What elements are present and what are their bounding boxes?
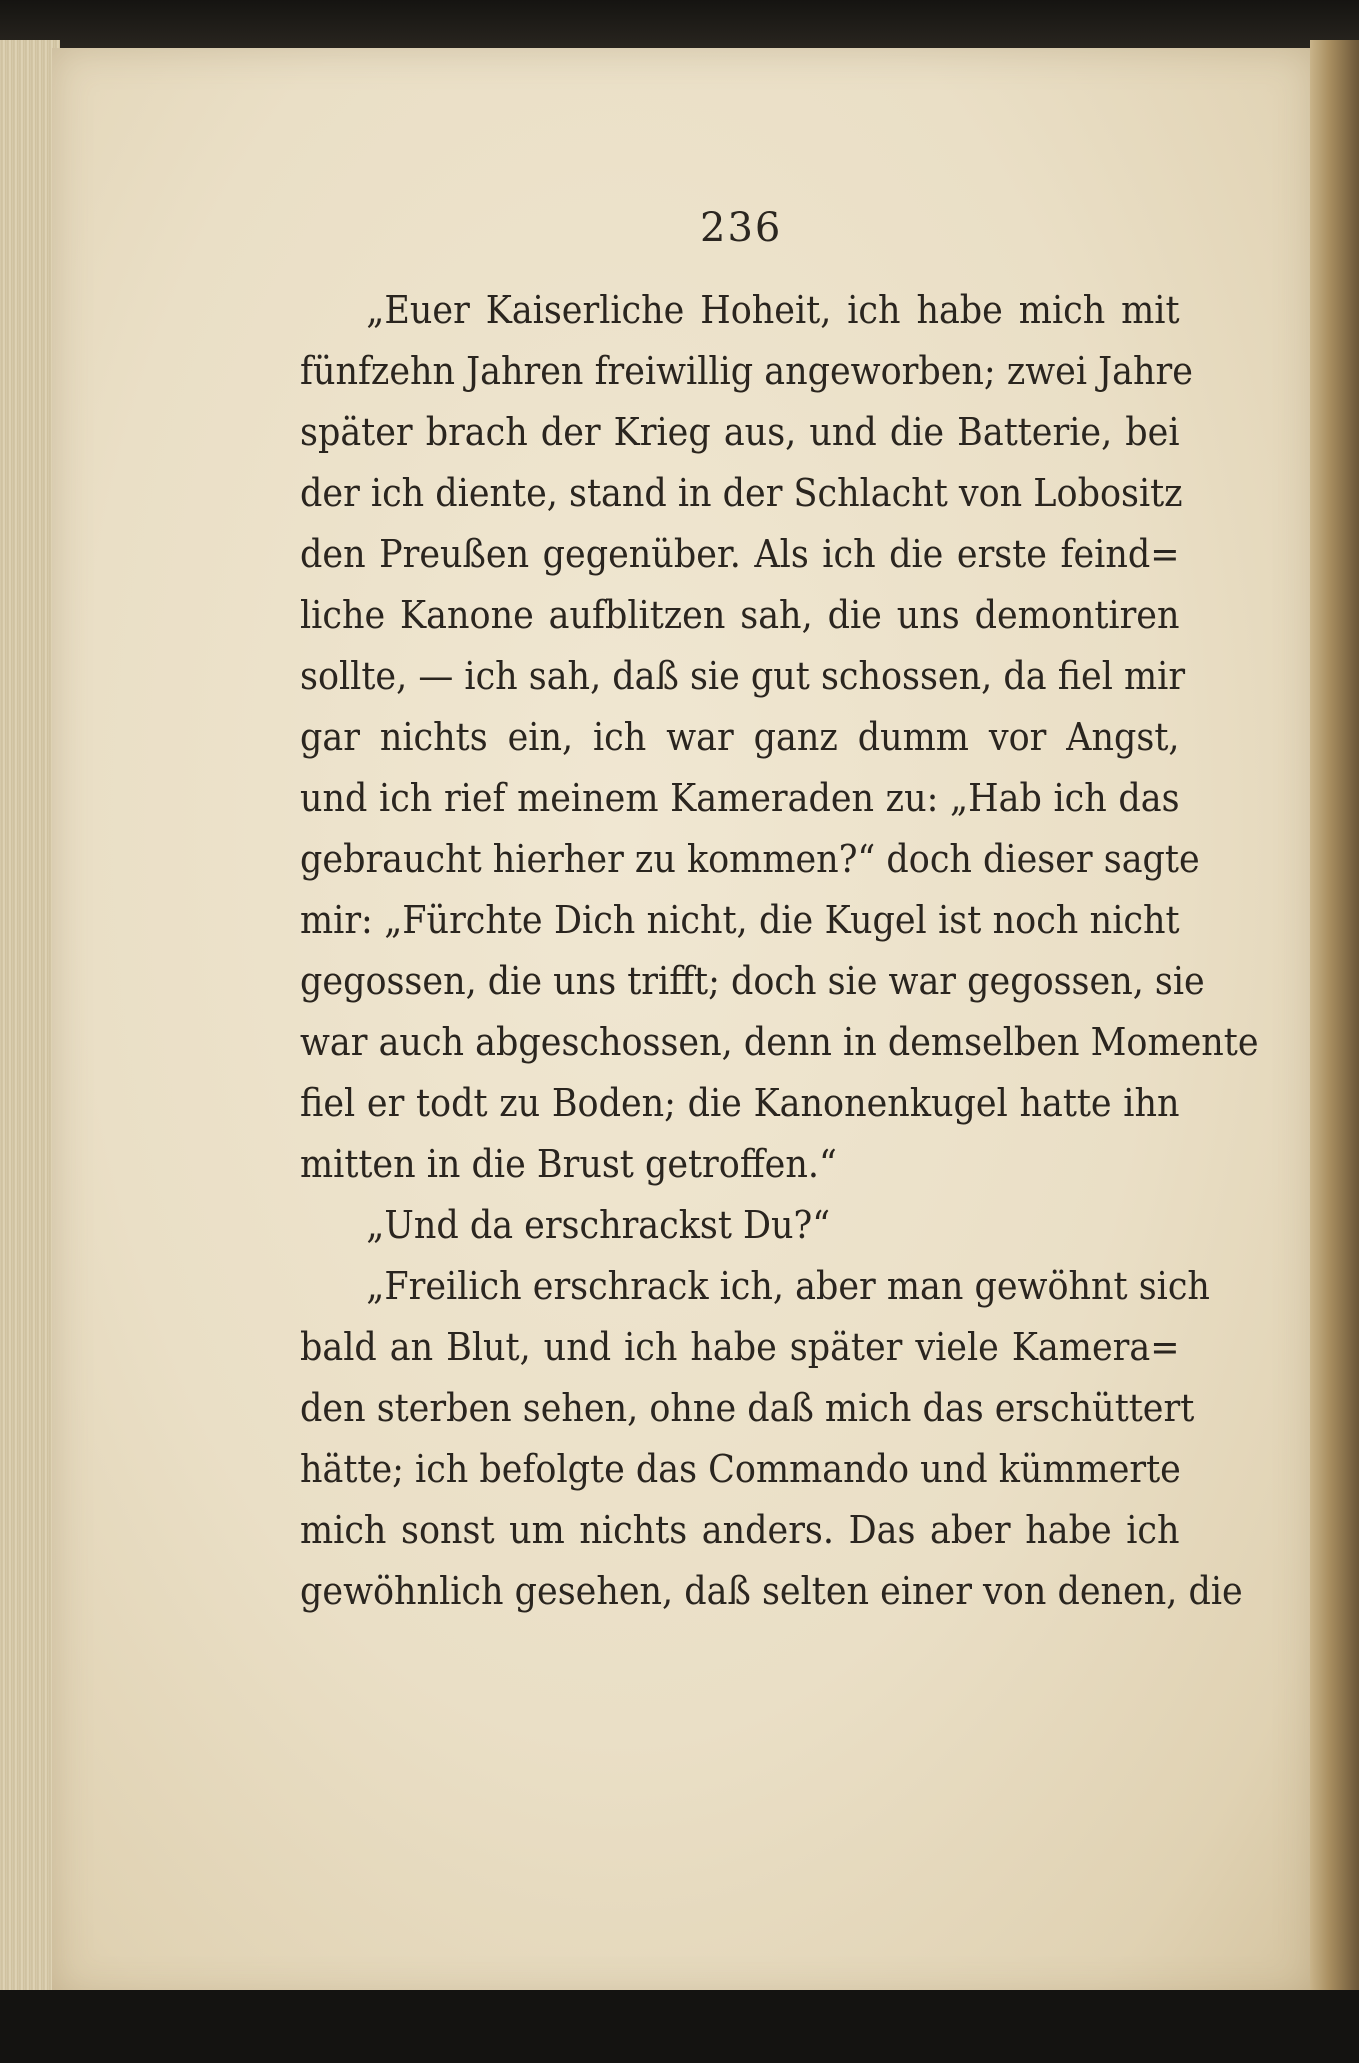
text-line: und ich rief meinem Kameraden zu: „Hab ich das [300, 776, 1180, 820]
text-line: den sterben sehen, ohne daß mich das erschüttert [300, 1386, 1195, 1430]
text-line: mich sonst um nichts anders. Das aber habe ich [300, 1508, 1180, 1552]
text-line: gewöhnlich gesehen, daß selten einer von denen, die [300, 1569, 1243, 1613]
book-cover-edge [1310, 40, 1359, 2000]
text-line: liche Kanone aufblitzen sah, die uns demontiren [300, 593, 1180, 637]
text-line: mir: „Fürchte Dich nicht, die Kugel ist noch nicht [300, 898, 1180, 942]
page-stack-edge [0, 40, 60, 1990]
body-text [300, 280, 1259, 1622]
page-number: 236 [700, 205, 783, 251]
text-line: fünfzehn Jahren freiwillig angeworben; zwei Jahre [300, 349, 1193, 393]
text-line: später brach der Krieg aus, und die Batterie, bei [300, 410, 1180, 454]
text-line: gebraucht hierher zu kommen?“ doch dieser sagte [300, 837, 1200, 881]
text-line: fiel er todt zu Boden; die Kanonenkugel hatte ihn [300, 1081, 1180, 1125]
scan-bottom-border [0, 1990, 1359, 2063]
text-line: bald an Blut, und ich habe später viele Kamera= [300, 1325, 1180, 1369]
text-line: „Euer Kaiserliche Hoheit, ich habe mich mit [366, 288, 1180, 332]
text-line: den Preußen gegenüber. Als ich die erste feind= [300, 532, 1180, 576]
text-line: gegossen, die uns trifft; doch sie war gegossen, sie [300, 959, 1205, 1003]
text-line: „Und da erschrackst Du?“ [366, 1203, 831, 1247]
text-line: der ich diente, stand in der Schlacht von Lobositz [300, 471, 1183, 515]
text-line: hätte; ich befolgte das Commando und kümmerte [300, 1447, 1181, 1491]
text-line: war auch abgeschossen, denn in demselben Momente [300, 1020, 1259, 1064]
text-line: mitten in die Brust getroffen.“ [300, 1142, 837, 1186]
text-line: sollte, — ich sah, daß sie gut schossen, da fiel mir [300, 654, 1186, 698]
text-line: gar nichts ein, ich war ganz dumm vor Angst, [300, 715, 1180, 759]
scan-top-border [0, 0, 1359, 52]
text-line: „Freilich erschrack ich, aber man gewöhnt sich [366, 1264, 1210, 1308]
